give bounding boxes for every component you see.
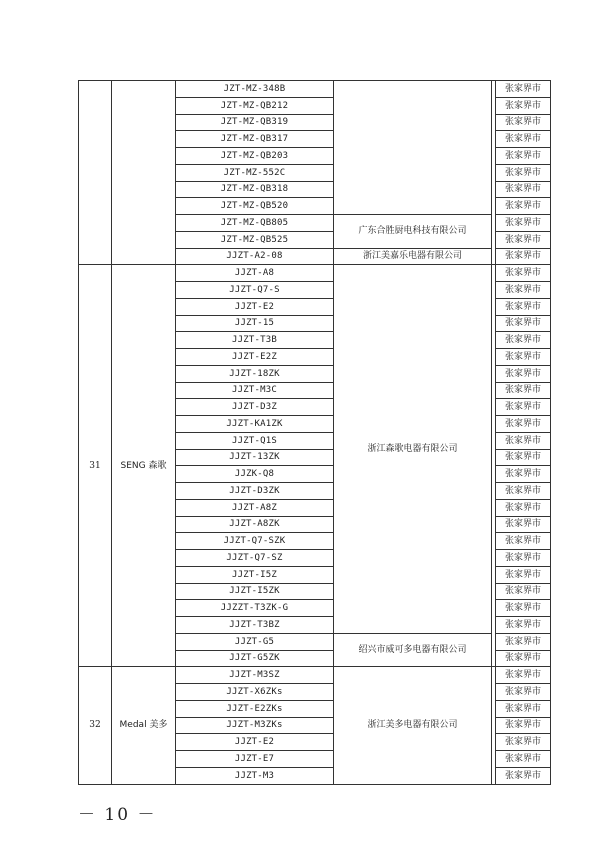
table-row [79,81,551,98]
model-number: JJZT-I5ZK [176,583,334,600]
table-row [79,667,551,684]
model-number: JJZT-G5ZK [176,650,334,667]
region-city: 张家界市 [496,231,551,248]
model-number: JZT-MZ-QB203 [176,148,334,165]
model-number: JJZT-Q1S [176,432,334,449]
region-city: 张家界市 [496,298,551,315]
model-number: JJZK-Q8 [176,466,334,483]
brand-name: Medal 美多 [112,667,176,784]
region-city: 张家界市 [496,315,551,332]
model-number: JJZT-E2 [176,298,334,315]
region-city: 张家界市 [496,432,551,449]
manufacturer-name [334,81,492,215]
region-city: 张家界市 [496,633,551,650]
model-number: JZT-MZ-QB525 [176,231,334,248]
model-number: JJZT-15 [176,315,334,332]
region-city: 张家界市 [496,181,551,198]
model-number: JJZT-A2-08 [176,248,334,265]
model-number: JJZT-M3ZKs [176,717,334,734]
brand-name [112,81,176,265]
manufacturer-name: 浙江美嘉乐电器有限公司 [334,248,492,265]
region-city: 张家界市 [496,617,551,634]
region-city: 张家界市 [496,382,551,399]
region-city: 张家界市 [496,148,551,165]
region-city: 张家界市 [496,114,551,131]
model-number: JJZT-M3C [176,382,334,399]
region-city: 张家界市 [496,533,551,550]
product-table [78,80,551,785]
model-number: JJZT-M3SZ [176,667,334,684]
model-number: JJZT-M3 [176,767,334,784]
model-number: JJZT-E2Z [176,349,334,366]
manufacturer-name: 广东合胜厨电科技有限公司 [334,215,492,249]
model-number: JJZT-Q7-SZK [176,533,334,550]
page-number: － 10 － [78,805,157,825]
region-city: 张家界市 [496,332,551,349]
model-number: JZT-MZ-552C [176,164,334,181]
region-city: 张家界市 [496,483,551,500]
region-city: 张家界市 [496,466,551,483]
model-number: JJZT-13ZK [176,449,334,466]
region-city: 张家界市 [496,365,551,382]
brand-name: SENG 森歌 [112,265,176,667]
model-number: JJZT-D3ZK [176,483,334,500]
manufacturer-name: 浙江森歌电器有限公司 [334,265,492,634]
model-number: JJZT-18ZK [176,365,334,382]
region-city: 张家界市 [496,449,551,466]
region-city: 张家界市 [496,416,551,433]
model-number: JJZT-I5Z [176,566,334,583]
group-number [79,81,112,265]
model-number: JJZT-G5 [176,633,334,650]
region-city: 张家界市 [496,349,551,366]
table-row [79,265,551,282]
model-number: JJZT-A8 [176,265,334,282]
region-city: 张家界市 [496,131,551,148]
region-city: 张家界市 [496,700,551,717]
region-city: 张家界市 [496,667,551,684]
model-number: JJZT-E7 [176,751,334,768]
region-city: 张家界市 [496,767,551,784]
region-city: 张家界市 [496,282,551,299]
model-number: JZT-MZ-QB212 [176,97,334,114]
region-city: 张家界市 [496,399,551,416]
region-city: 张家界市 [496,566,551,583]
region-city: 张家界市 [496,734,551,751]
model-number: JJZT-KA1ZK [176,416,334,433]
manufacturer-name: 浙江美多电器有限公司 [334,667,492,784]
model-number: JJZZT-T3ZK-G [176,600,334,617]
region-city: 张家界市 [496,717,551,734]
model-number: JZT-MZ-QB318 [176,181,334,198]
model-number: JJZT-D3Z [176,399,334,416]
region-city: 张家界市 [496,265,551,282]
manufacturer-name: 绍兴市威可多电器有限公司 [334,633,492,667]
model-number: JJZT-Q7-S [176,282,334,299]
model-number: JJZT-E2ZKs [176,700,334,717]
model-number: JZT-MZ-QB520 [176,198,334,215]
region-city: 张家界市 [496,684,551,701]
region-city: 张家界市 [496,248,551,265]
region-city: 张家界市 [496,198,551,215]
model-number: JJZT-Q7-SZ [176,550,334,567]
model-number: JZT-MZ-QB319 [176,114,334,131]
model-number: JZT-MZ-QB805 [176,215,334,232]
model-number: JJZT-A8ZK [176,516,334,533]
model-number: JJZT-X6ZKs [176,684,334,701]
model-number: JZT-MZ-QB317 [176,131,334,148]
region-city: 张家界市 [496,583,551,600]
model-number: JJZT-A8Z [176,499,334,516]
model-number: JJZT-T3B [176,332,334,349]
region-city: 张家界市 [496,499,551,516]
model-number: JJZT-T3BZ [176,617,334,634]
region-city: 张家界市 [496,516,551,533]
region-city: 张家界市 [496,97,551,114]
model-number: JZT-MZ-348B [176,81,334,98]
region-city: 张家界市 [496,751,551,768]
region-city: 张家界市 [496,164,551,181]
product-table-body [79,81,551,785]
region-city: 张家界市 [496,81,551,98]
group-number: 32 [79,667,112,784]
region-city: 张家界市 [496,215,551,232]
region-city: 张家界市 [496,600,551,617]
group-number: 31 [79,265,112,667]
model-number: JJZT-E2 [176,734,334,751]
region-city: 张家界市 [496,650,551,667]
region-city: 张家界市 [496,550,551,567]
